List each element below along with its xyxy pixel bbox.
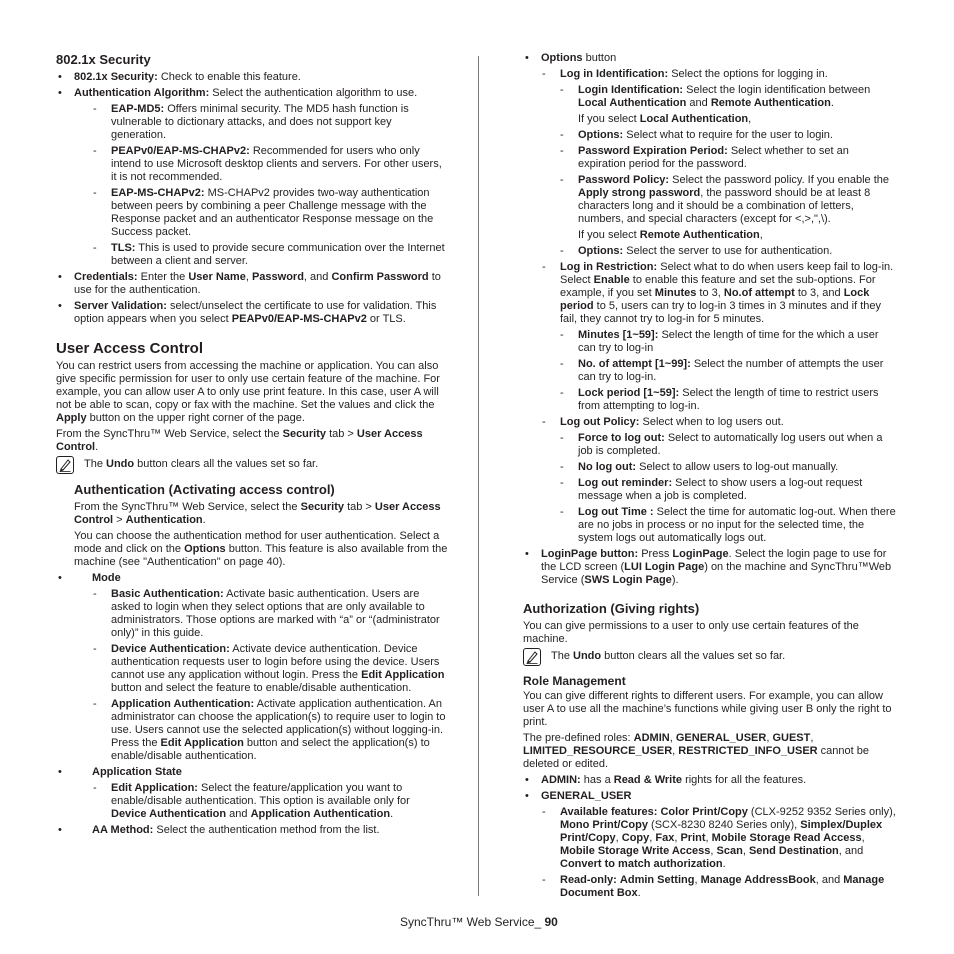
list-item: - PEAPv0/EAP-MS-CHAPv2: Recommended for users who only intend to use Microsoft desktop clients and servers. For other users, it is not recommended. xyxy=(56,145,448,184)
list-item: - EAP-MD5: Offers minimal security. The MD5 hash function is vulnerable to dictionary attacks, and does not support key generation. xyxy=(56,103,448,142)
note: The Undo button clears all the values set so far. xyxy=(523,650,898,670)
list-item: - Basic Authentication: Activate basic authentication. Users are asked to login when they select options that are only available to administrators. Those options are marked with “a” or “(administrator only)” in this guide. xyxy=(56,588,448,640)
list-item: - Read-only: Admin Setting, Manage AddressBook, and Manage Document Box. xyxy=(523,874,898,900)
list-8021x xyxy=(56,71,448,326)
list-options xyxy=(523,52,898,110)
list-item: • Application State xyxy=(56,766,448,779)
list-item: • ADMIN: has a Read & Write rights for all the features. xyxy=(523,774,898,787)
list-item: - No log out: Select to allow users to log-out manually. xyxy=(523,461,898,474)
page-number: 90 xyxy=(544,915,558,929)
list-item: • Mode xyxy=(56,572,448,585)
list-item: • 802.1x Security: Check to enable this feature. xyxy=(56,71,448,84)
list-item: - Log in Identification: Select the options for logging in. xyxy=(523,68,898,81)
list-item: • Options button xyxy=(523,52,898,65)
list-item: - Password Policy: Select the password policy. If you enable the Apply strong password, the password should be at least 8 characters long and it should be a combination of letters, numbers, and special characters (except for <,>,",\). xyxy=(523,174,898,226)
note-pencil-icon xyxy=(56,456,74,474)
list-item: - Application Authentication: Activate application authentication. An administrator can choose the application(s) to require user to login to use. Users cannot use the selected application(s) without logging-in. Press the Edit Application button and select the application(s) to enable/disable authentication. xyxy=(56,698,448,763)
list-item: - Edit Application: Select the feature/application you want to enable/disable authentication. This option is available only for Device Authentication and Application Authentication. xyxy=(56,782,448,821)
right-column xyxy=(523,52,898,903)
list-item: - Options: Select the server to use for authentication. xyxy=(523,245,898,258)
paragraph: From the SyncThru™ Web Service, select the Security tab > User Access Control > Authentication. xyxy=(74,501,441,526)
paragraph: You can give different rights to different users. For example, you can allow user A to use all the machine’s functions while giving user B only the right to print. xyxy=(523,690,892,728)
list-item: - Log out Policy: Select when to log users out. xyxy=(523,416,898,429)
list-item: • LoginPage button: Press LoginPage. Select the login page to use for the LCD screen (LUI Login Page) on the machine and SyncThru™Web Service (SWS Login Page). xyxy=(523,548,898,587)
section-title-uac: User Access Control xyxy=(56,340,203,357)
section-title-authorization: Authorization (Giving rights) xyxy=(523,601,700,616)
list-item: • GENERAL_USER xyxy=(523,790,898,803)
list-item: - Password Expiration Period: Select whether to set an expiration period for the password. xyxy=(523,145,898,171)
list-auth xyxy=(56,572,448,837)
list-item: - Login Identification: Select the login identification between Local Authentication and Remote Authentication. xyxy=(523,84,898,110)
paragraph: From the SyncThru™ Web Service, select the Security tab > User Access Control. xyxy=(56,428,423,453)
list-item: - No. of attempt [1~99]: Select the number of attempts the user can try to log-in. xyxy=(523,358,898,384)
list-item: - Log in Restriction: Select what to do when users keep fail to log-in. Select Enable to enable this feature and set the sub-options. For example, if you set Minutes to 3, No.of attempt to 3, and Lock period to 5, users can try to log-in 3 times in 3 minutes and if they fail, they cannot try to log-in for 5 minutes. xyxy=(523,261,898,326)
list-item: - Options: Select what to require for the user to login. xyxy=(523,129,898,142)
list-local xyxy=(523,129,898,226)
list-item: - Lock period [1~59]: Select the length of time to restrict users from attempting to log-in. xyxy=(523,387,898,413)
paragraph: You can restrict users from accessing the machine or application. You can also give specific permission for user to only use certain feature of the machine. For example, you can allow user A to only use print feature. In this case, user A will not be able to scan, copy or fax with the machine. Set the values and click the Apply button on the upper right corner of the page. xyxy=(56,360,440,424)
page-footer: SyncThru™ Web Service_ 90 xyxy=(400,915,558,929)
paragraph: You can give permissions to a user to only use certain features of the machine. xyxy=(523,620,859,645)
list-item: - Force to log out: Select to automatically log users out when a job is completed. xyxy=(523,432,898,458)
left-column xyxy=(56,52,448,840)
section-title-authentication: Authentication (Activating access control) xyxy=(74,482,335,497)
column-divider xyxy=(478,56,479,896)
section-title-8021x: 802.1x Security xyxy=(56,52,151,67)
list-item: - TLS: This is used to provide secure communication over the Internet between a client and server. xyxy=(56,242,448,268)
list-item: • AA Method: Select the authentication method from the list. xyxy=(56,824,448,837)
list-item: • Server Validation: select/unselect the certificate to use for validation. This option appears when you select PEAPv0/EAP-MS-CHAPv2 or TLS. xyxy=(56,300,448,326)
paragraph: If you select Local Authentication, xyxy=(578,113,752,125)
paragraph: The pre-defined roles: ADMIN, GENERAL_USER, GUEST, LIMITED_RESOURCE_USER, RESTRICTED_INFO_USER cannot be deleted or edited. xyxy=(523,732,869,770)
list-item: • Credentials: Enter the User Name, Password, and Confirm Password to use for the authentication. xyxy=(56,271,448,297)
list-item: - Log out Time : Select the time for automatic log-out. When there are no jobs in process or no input for the selected time, the system logs out automatically logs out. xyxy=(523,506,898,545)
list-roles xyxy=(523,774,898,900)
list-item: • Authentication Algorithm: Select the authentication algorithm to use. xyxy=(56,87,448,100)
note: The Undo button clears all the values set so far. xyxy=(56,458,448,478)
list-item: - Log out reminder: Select to show users a log-out request message when a job is completed. xyxy=(523,477,898,503)
paragraph: You can choose the authentication method for user authentication. Select a mode and click on the Options button. This feature is also available from the machine (see "Authentication" on page 40). xyxy=(74,530,448,568)
list-item: - Device Authentication: Activate device authentication. Device authentication requests user to login before using the device. Users cannot use any application without login. Press the Edit Application button and select the feature to enable/disable authentication. xyxy=(56,643,448,695)
list-remote xyxy=(523,245,898,587)
list-item: - Minutes [1~59]: Select the length of time for the which a user can try to log-in xyxy=(523,329,898,355)
list-item: - EAP-MS-CHAPv2: MS-CHAPv2 provides two-way authentication between peers by combining a peer Challenge message with the Response packet and an authenticator Response message on the Success packet. xyxy=(56,187,448,239)
section-title-role-management: Role Management xyxy=(523,674,626,688)
paragraph: If you select Remote Authentication, xyxy=(578,229,763,241)
note-pencil-icon xyxy=(523,648,541,666)
list-item: - Available features: Color Print/Copy (CLX-9252 9352 Series only), Mono Print/Copy (SCX-8230 8240 Series only), Simplex/Duplex Print/Copy, Copy, Fax, Print, Mobile Storage Read Access, Mobile Storage Write Access, Scan, Send Destination, and Convert to match authorization. xyxy=(523,806,898,871)
